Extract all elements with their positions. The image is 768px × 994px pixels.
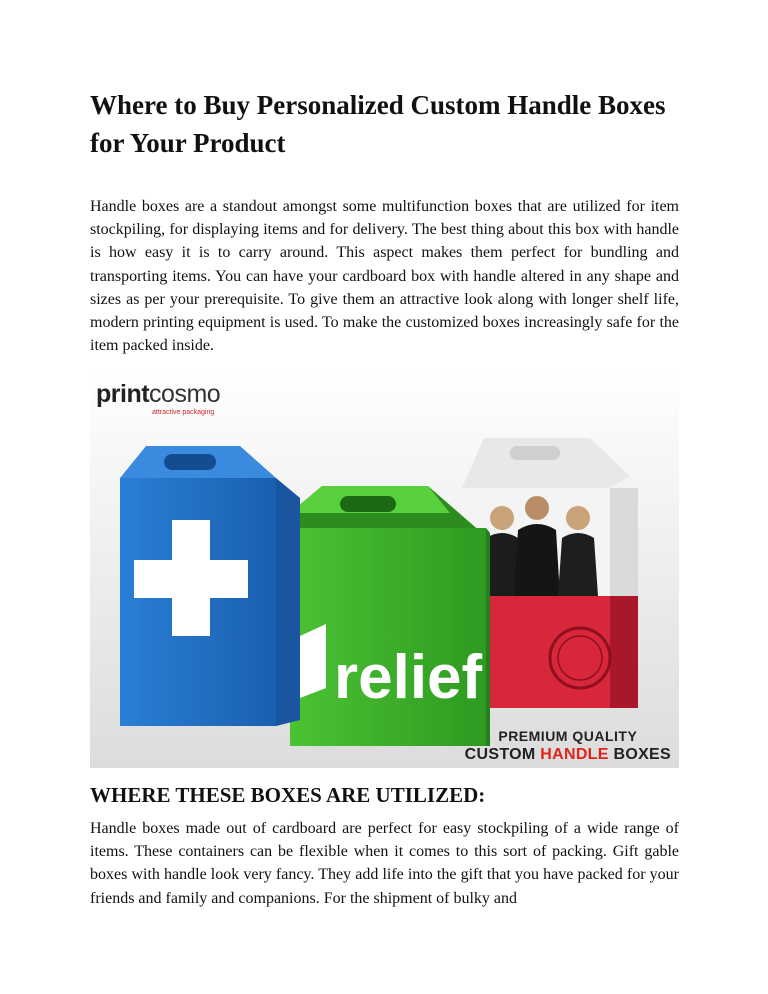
caption-line-2: CUSTOM HANDLE BOXES xyxy=(464,746,671,763)
intro-paragraph: Handle boxes are a standout amongst some multifunction boxes that are utilized for item stockpiling, for displaying items and for delivery. The best thing about this box with handle is how easy it is to carry around. This aspect makes them perfect for bundling and transporting items. You can have your cardboard box with handle altered in any shape and sizes as per your prerequisite. To give them an attractive look along with longer shelf life, modern printing equipment is used. To make the customized boxes increasingly safe for the item packed inside. xyxy=(90,198,679,355)
page-title: Where to Buy Personalized Custom Handle Boxes for Your Product xyxy=(90,90,666,158)
blue-box xyxy=(120,446,300,726)
printcosmo-logo: printcosmo attractive packaging xyxy=(96,380,221,416)
logo-tagline: attractive packaging xyxy=(152,409,215,416)
green-box xyxy=(290,486,490,746)
green-box-text: relief xyxy=(334,643,483,712)
section-paragraph: Handle boxes made out of cardboard are perfect for easy stockpiling of a wide range of items. These containers can be flexible when it comes to this sort of packing. Gift gable boxes with handle look very fancy. They add life into the gift that you have packed for your friends and family and companions. For the shipment of bulky and xyxy=(90,820,679,907)
handle-boxes-illustration xyxy=(90,368,679,768)
caption-line-1: PREMIUM QUALITY xyxy=(498,728,638,744)
product-image xyxy=(90,368,679,768)
image-caption xyxy=(465,728,671,764)
section-heading: WHERE THESE BOXES ARE UTILIZED: xyxy=(90,783,486,807)
